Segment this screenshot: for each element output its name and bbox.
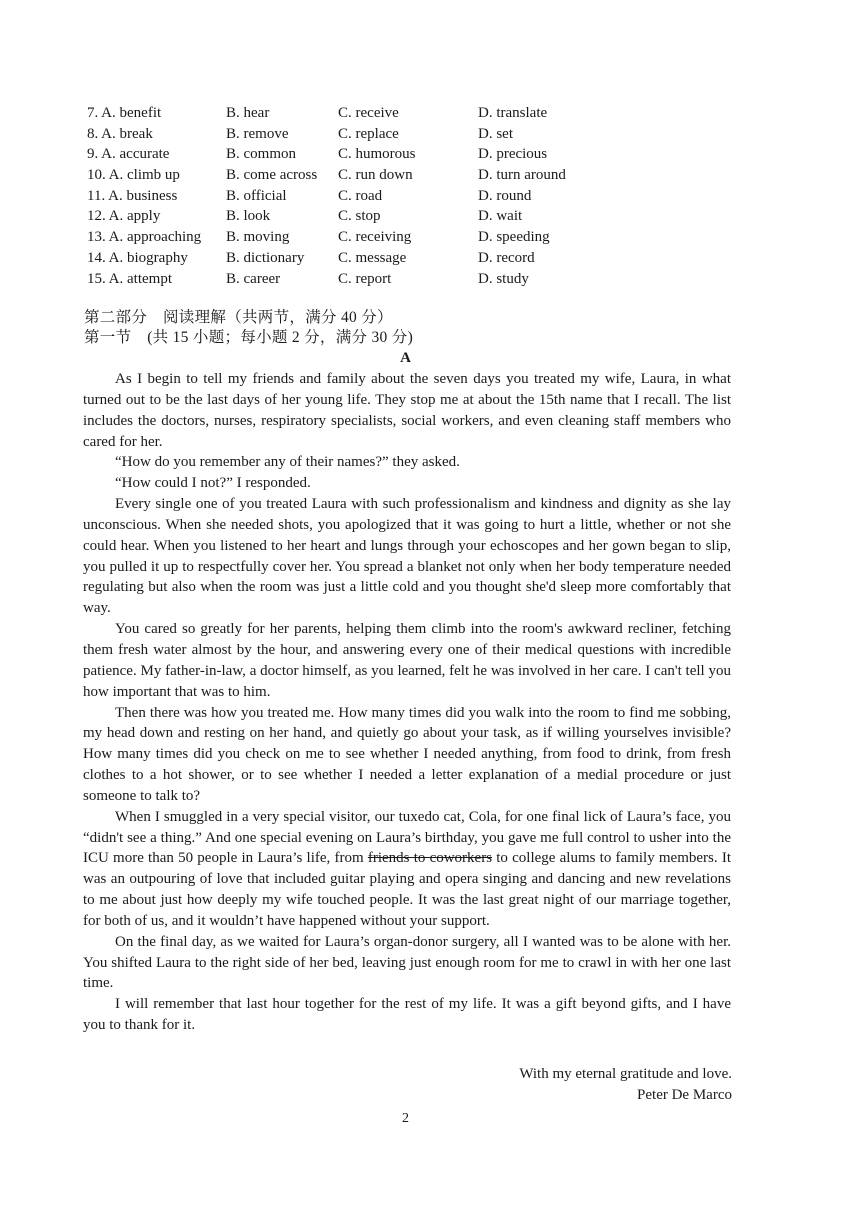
option-a: 9. A. accurate <box>87 146 170 163</box>
section-heading: 第一节 (共 15 小题；每小题 2 分，满分 30 分) <box>84 329 414 346</box>
option-c: C. humorous <box>338 146 416 163</box>
option-row <box>87 269 787 290</box>
option-d: D. precious <box>478 146 548 163</box>
option-c: C. report <box>338 270 392 287</box>
option-d: D. record <box>478 249 535 266</box>
struck-through-text: friends to coworkers <box>367 850 493 867</box>
option-row <box>87 165 787 186</box>
paragraph: On the final day, as we waited for Laura’s organ-donor surgery, all I wanted was to be alone with her. You shifted Laura to the right side of her bed, leaving just enough room for me to crawl in with her one last time. <box>83 933 731 992</box>
option-row <box>87 124 787 145</box>
option-a: 11. A. business <box>87 187 178 204</box>
paragraph: As I begin to tell my friends and family about the seven days you treated my wife, Laura, in what turned out to be the last days of her young life. They stop me at about the 15th name that I recall. The list includes the doctors, nurses, respiratory specialists, social workers, and even cleaning staff members who cared for her. <box>83 371 731 450</box>
option-row <box>87 227 787 248</box>
option-d: D. turn around <box>478 167 566 184</box>
paragraph: You cared so greatly for her parents, helping them climb into the room's awkward recliner, fetching them fresh water almost by the hour, and answering every one of their medical questions with incredible patience. My father-in-law, a doctor himself, as you learned, felt he was involved in her care. I can't tell you how important that was to him. <box>83 621 731 700</box>
option-c: C. run down <box>338 167 413 184</box>
option-b: B. come across <box>226 167 318 184</box>
option-a: 7. A. benefit <box>87 105 162 121</box>
paragraph-text: to college alums to family members. It was an outpouring of love that included guitar playing and opera singing and dancing and new revelations to me about just how deeply my wife touched people. It was the last great night of our marriage together, for both of us, and it wouldn’t have happened without your support. <box>83 850 731 929</box>
option-c: C. replace <box>338 125 399 142</box>
option-row <box>87 144 787 165</box>
option-d: D. speeding <box>478 229 550 246</box>
option-a: 15. A. attempt <box>87 270 172 287</box>
option-row <box>87 248 787 269</box>
option-c: C. receiving <box>338 229 412 246</box>
option-b: B. remove <box>226 125 289 142</box>
option-b: B. look <box>226 208 271 225</box>
option-d: D. set <box>478 125 513 142</box>
option-a: 8. A. break <box>87 125 153 142</box>
option-row <box>87 186 787 207</box>
paragraph: Then there was how you treated me. How many times did you walk into the room to find me sobbing, my head down and resting on her hand, and quietly go about your task, as if willing yourselves invisible? How many times did you check on me to see whether I needed anything, from food to drink, from fresh clothes to a hot shower, or to see whether I needed a letter explanation of a medial procedure or just someone to talk to? <box>83 704 731 804</box>
option-d: D. wait <box>478 208 523 225</box>
option-b: B. official <box>226 187 287 204</box>
answer-options-table <box>87 103 787 289</box>
option-b: B. common <box>226 146 296 163</box>
option-c: C. receive <box>338 105 399 121</box>
page-number: 2 <box>402 1111 409 1126</box>
option-row <box>87 103 787 124</box>
option-b: B. hear <box>226 105 270 121</box>
option-a: 13. A. approaching <box>87 229 202 246</box>
passage-letter: A <box>400 350 411 366</box>
option-a: 14. A. biography <box>87 249 188 266</box>
paragraph: “How could I not?” I responded. <box>115 475 311 492</box>
letter-signoff <box>519 1064 732 1106</box>
closing-line: With my eternal gratitude and love. <box>519 1066 732 1082</box>
option-a: 12. A. apply <box>87 208 161 225</box>
option-d: D. translate <box>478 105 548 121</box>
option-a: 10. A. climb up <box>87 167 180 184</box>
option-b: B. moving <box>226 229 290 246</box>
paragraph: Every single one of you treated Laura with such professionalism and kindness and dignity as she lay unconscious. When she needed shots, you apologized that it was going to hurt a little, whether or not she could hear. When you listened to her heart and lungs through your echoscopes and her gown began to slip, you pulled it up to respectfully cover her. You spread a blanket not only when her body temperature needed regulating but also when the room was just a little cold and you thought she'd sleep more comfortably that way. <box>83 496 731 617</box>
option-c: C. message <box>338 249 407 266</box>
option-d: D. study <box>478 270 529 287</box>
part-heading: 第二部分 阅读理解（共两节，满分 40 分） <box>84 309 393 326</box>
paragraph: “How do you remember any of their names?” they asked. <box>115 454 460 471</box>
option-c: C. road <box>338 187 383 204</box>
passage-body <box>83 369 731 1036</box>
paragraph: I will remember that last hour together for the rest of my life. It was a gift beyond gifts, and I have you to thank for it. <box>83 996 731 1034</box>
paragraph-text: When I smuggled in a very special visitor, our tuxedo cat, Cola, for one final lick of Laura’s face, you “didn't see a thing.” And one special evening on Laura’s birthday, you gave me full control to usher into the ICU more than 50 people in Laura’s life, from <box>83 808 731 867</box>
option-c: C. stop <box>338 208 381 225</box>
paragraph <box>83 807 731 932</box>
option-b: B. dictionary <box>226 249 305 266</box>
signature-name: Peter De Marco <box>637 1087 732 1103</box>
option-d: D. round <box>478 187 532 204</box>
option-b: B. career <box>226 270 281 287</box>
option-row <box>87 206 787 227</box>
